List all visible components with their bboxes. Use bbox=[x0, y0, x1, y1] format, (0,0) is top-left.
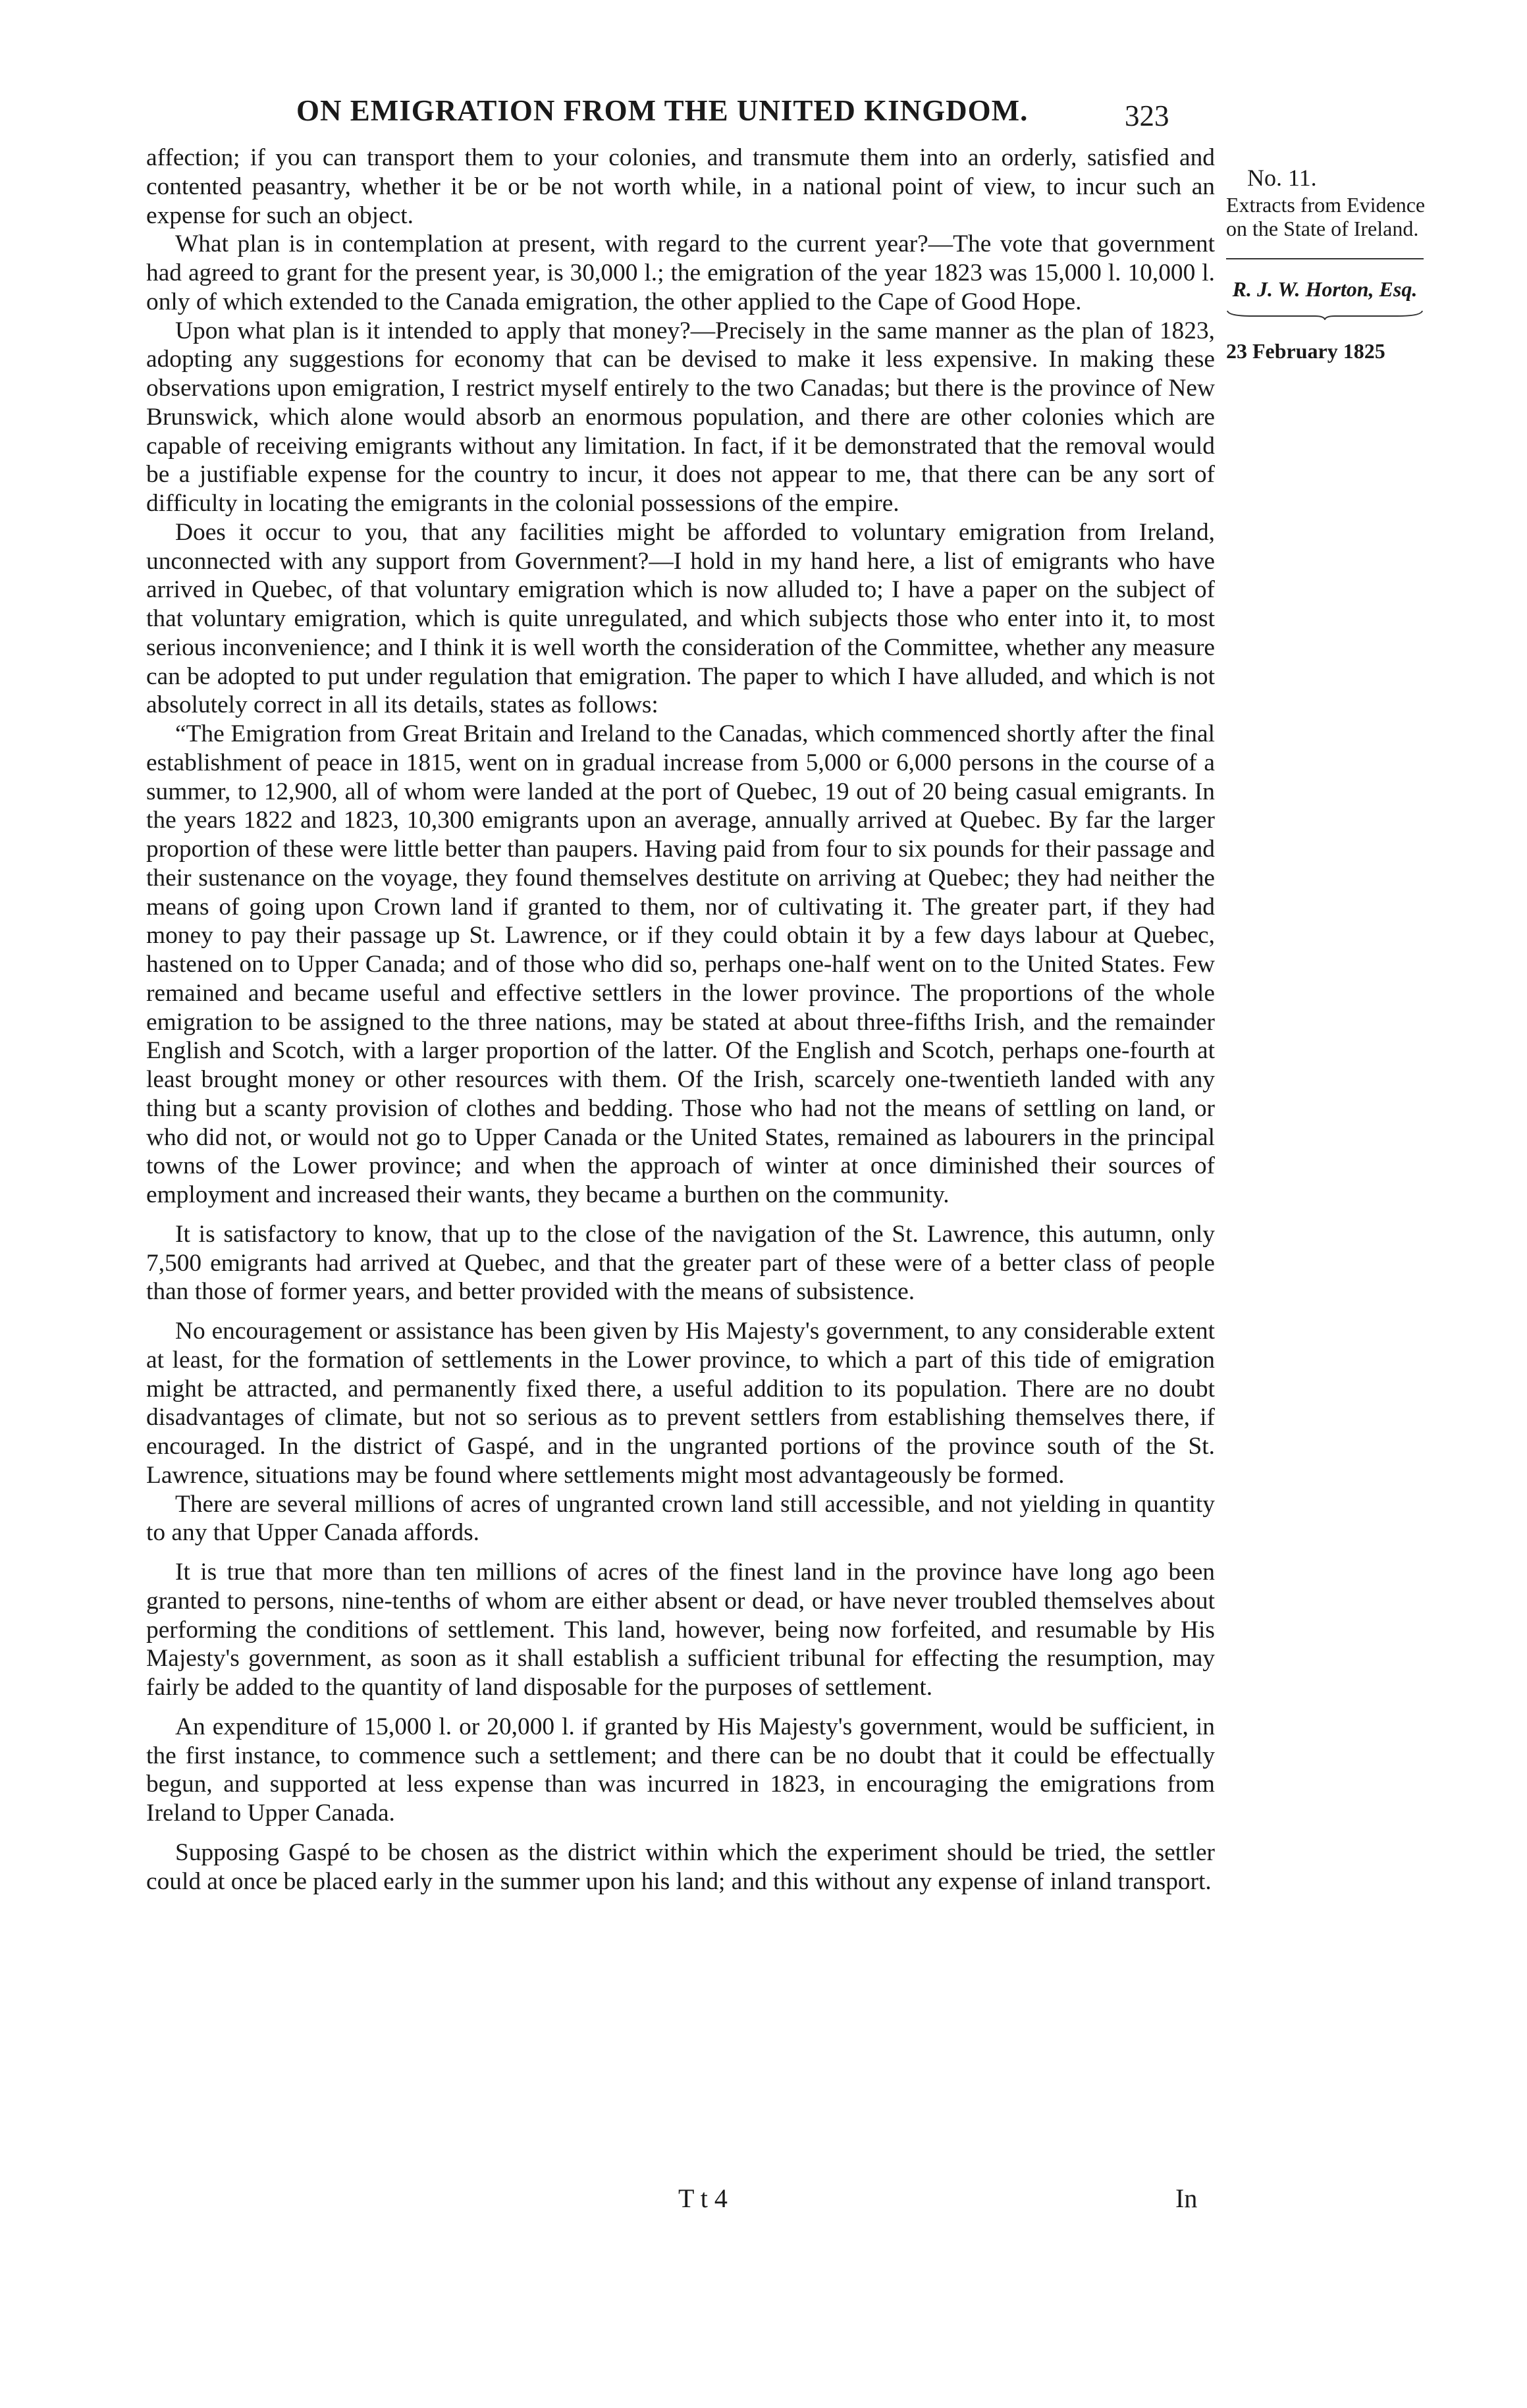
quoted-paragraph: It is true that more than ten millions of acres of the finest land in the province have long ago been granted to persons, nine-tenths of whom are either absent or dead, or have never troubled themselves about performing the conditions of settlement. This land, however, being now forfeited, and resumable by His Majesty's government, as soon as it shall establish a sufficient tribunal for effecting the resumption, may fairly be added to the quantity of land disposable for the purposes of settlement. bbox=[146, 1559, 1215, 1701]
paragraph: Does it occur to you, that any facilities might be afforded to voluntary emigration from Ireland, unconnected with any support from Government?—I hold in my hand here, a list of emigrants who have arrived in Quebec, of that voluntary emigration which is now alluded to; I have a paper on the subject of that voluntary emigration, which is quite unregulated, and which subjects those who enter into it, to most serious inconvenience; and I think it is well worth the consideration of the Committee, whether any measure can be adopted to put under regulation that emigration. The paper to which I have alluded, and which is not absolutely correct in all its details, states as follows: bbox=[146, 518, 1215, 719]
margin-note bbox=[1226, 165, 1450, 363]
margin-number: No. 11. bbox=[1247, 165, 1317, 191]
margin-date: 23 February 1825 bbox=[1226, 338, 1385, 363]
brace-icon bbox=[1226, 309, 1424, 320]
quoted-paragraph: Supposing Gaspé to be chosen as the district within which the experiment should be tried, the settler could at once be placed early in the summer upon his land; and this without any expense of inland transport. bbox=[146, 1838, 1215, 1895]
paragraph: affection; if you can transport them to your colonies, and transmute them into an orderly, satisfied and contented peasantry, whether it be or be not worth while, in a national point of view, to incur such an expense for such an object. bbox=[146, 144, 1215, 229]
signature-mark: T t 4 bbox=[678, 2183, 728, 2213]
quoted-paragraph: An expenditure of 15,000 l. or 20,000 l. if granted by His Majesty's government, would be sufficient, in the first instance, to commence such a settlement; and there can be no doubt that it could be effectually begun, and supported at less expense than was incurred in 1823, in encouraging the emigrations from Ireland to Upper Canada. bbox=[146, 1713, 1215, 1827]
quoted-paragraph: There are several millions of acres of ungranted crown land still accessible, and not yielding in quantity to any that Upper Canada affords. bbox=[146, 1490, 1215, 1547]
paragraph: What plan is in contemplation at present, with regard to the current year?—The vote that government had agreed to grant for the present year, is 30,000 l.; the emigration of the year 1823 was 15,000 l. 10,000 l. only of which extended to the Canada emigration, the other applied to the Cape of Good Hope. bbox=[146, 230, 1215, 315]
quoted-paragraph: No encouragement or assistance has been given by His Majesty's government, to any considerable extent at least, for the formation of settlements in the Lower province, to which a part of this tide of emigration might be attracted, and permanently fixed there, a useful addition to its population. There are no doubt disadvantages of climate, but not so serious as to prevent settlers from establishing themselves there, if encouraged. In the district of Gaspé, and in the ungranted portions of the province south of the St. Lawrence, situations may be found where settlements might most advantageously be formed. bbox=[146, 1318, 1215, 1489]
margin-caption: Extracts from Evidence on the State of Ireland. bbox=[1226, 193, 1426, 241]
quoted-paragraph: It is satisfactory to know, that up to the close of the navigation of the St. Lawrence, this autumn, only 7,500 emigrants had arrived at Quebec, and that the greater part of these were of a better class of people than those of former years, and better provided with the means of subsistence. bbox=[146, 1220, 1215, 1306]
quoted-paragraph: “The Emigration from Great Britain and Ireland to the Canadas, which commenced shortly after the final establishment of peace in 1815, went on in gradual increase from 5,000 or 6,000 persons in the course of a summer, to 12,900, all of whom were landed at the port of Quebec, 19 out of 20 being casual emigrants. In the years 1822 and 1823, 10,300 emigrants upon an average, annually arrived at Quebec. By far the larger proportion of these were little better than paupers. Having paid from four to six pounds for their passage and their sustenance on the voyage, they found themselves destitute on arriving at Quebec; they had neither the means of going upon Crown land if granted to them, nor of cultivating it. The greater part, if they had money to pay their passage up St. Lawrence, or if they could obtain it by a few days labour at Quebec, hastened on to Upper Canada; and of those who did so, perhaps one-half went on to the United States. Few remained and became useful and effective settlers in the lower province. The proportions of the whole emigration to be assigned to the three nations, may be stated at about three-fifths Irish, and the remainder English and Scotch, with a larger proportion of the latter. Of the English and Scotch, perhaps one-fourth at least brought money or other resources with them. Of the Irish, scarcely one-twentieth landed with any thing but a scanty provision of clothes and bedding. Those who had not the means of settling on land, or who did not, or would not go to Upper Canada or the United States, remained as labourers in the principal towns of the Lower province; and when the approach of winter at once diminished their sources of employment and increased their wants, they became a burthen on the community. bbox=[146, 720, 1215, 1208]
margin-rule bbox=[1226, 258, 1424, 259]
page-number: 323 bbox=[1125, 99, 1169, 132]
paragraph: Upon what plan is it intended to apply that money?—Precisely in the same manner as the plan of 1823, adopting any suggestions for economy that can be devised to make it less expensive. In making these observations upon emigration, I restrict myself entirely to the two Canadas; but there is the province of New Brunswick, which alone would absorb an enormous population, and there are other colonies which are capable of receiving emigrants without any limitation. In fact, if it be demonstrated that the removal would be a justifiable expense for the country to incur, it does not appear to me, that there can be any sort of difficulty in locating the emigrants in the colonial possessions of the empire. bbox=[146, 317, 1215, 517]
catchword: In bbox=[1175, 2183, 1198, 2213]
running-title: ON EMIGRATION FROM THE UNITED KINGDOM. bbox=[296, 94, 1029, 127]
body-text bbox=[146, 144, 1215, 1896]
margin-witness: R. J. W. Horton, Esq. bbox=[1232, 277, 1418, 301]
